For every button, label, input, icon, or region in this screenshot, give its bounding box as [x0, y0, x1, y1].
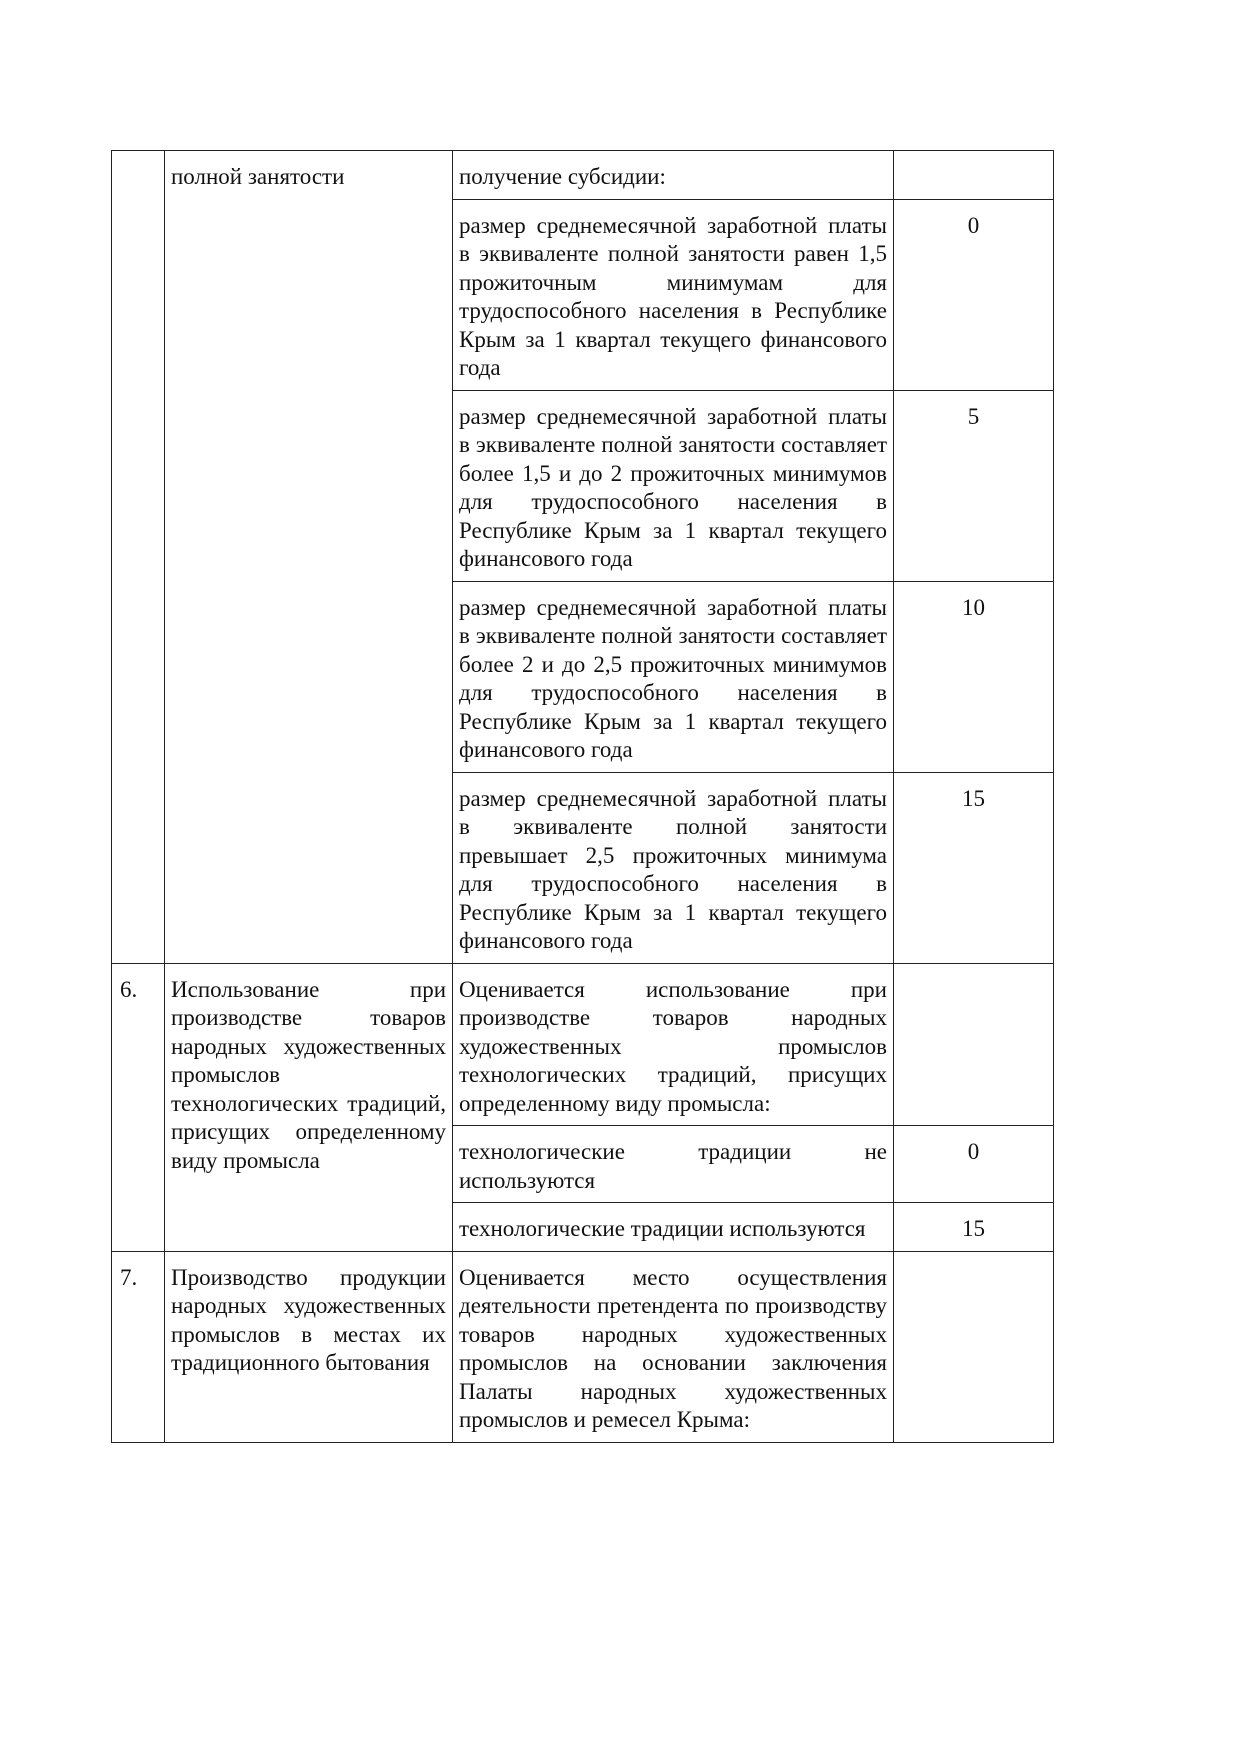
score-cell: 5 — [894, 390, 1054, 581]
row-number-cell — [112, 151, 165, 964]
option-text: технологические традиции используются — [453, 1203, 894, 1252]
intro-cell: получение субсидии: — [453, 151, 894, 200]
option-text: размер среднемесячной заработной платы в эквиваленте полной занятости составляет более 1,5 и до 2 прожиточных минимумов для трудоспособного населения в Республике Крым за 1 квартал текущего финансового года — [453, 390, 894, 581]
intro-cell: Оценивается место осуществления деятельности претендента по производству товаров народных художественных промыслов на основании заключения Палаты народных художественных промыслов и ремесел Крыма: — [453, 1251, 894, 1442]
row-number-cell: 6. — [112, 963, 165, 1251]
score-cell: 15 — [894, 1203, 1054, 1252]
row-number-cell: 7. — [112, 1251, 165, 1442]
criteria-table — [111, 150, 1054, 1443]
table-row — [112, 963, 1054, 1126]
table-row — [112, 1251, 1054, 1442]
criterion-cell: Использование при производстве товаров народных художественных промыслов технологических традиций, присущих определенному виду промысла — [165, 963, 453, 1251]
criterion-cell: Производство продукции народных художественных промыслов в местах их традиционного бытования — [165, 1251, 453, 1442]
option-text: размер среднемесячной заработной платы в эквиваленте полной занятости превышает 2,5 прожиточных минимума для трудоспособного населения в Республике Крым за 1 квартал текущего финансового года — [453, 772, 894, 963]
table-row — [112, 151, 1054, 200]
score-cell: 10 — [894, 581, 1054, 772]
criterion-cell: полной занятости — [165, 151, 453, 964]
score-cell — [894, 963, 1054, 1126]
score-cell: 15 — [894, 772, 1054, 963]
intro-cell: Оценивается использование при производстве товаров народных художественных промыслов технологических традиций, присущих определенному виду промысла: — [453, 963, 894, 1126]
score-cell: 0 — [894, 1126, 1054, 1203]
option-text: размер среднемесячной заработной платы в эквиваленте полной занятости составляет более 2 и до 2,5 прожиточных минимумов для трудоспособного населения в Республике Крым за 1 квартал текущего финансового года — [453, 581, 894, 772]
option-text: размер среднемесячной заработной платы в эквиваленте полной занятости равен 1,5 прожиточным минимумам для трудоспособного населения в Республике Крым за 1 квартал текущего финансового года — [453, 199, 894, 390]
option-text: технологические традиции не используются — [453, 1126, 894, 1203]
score-cell — [894, 151, 1054, 200]
score-cell — [894, 1251, 1054, 1442]
score-cell: 0 — [894, 199, 1054, 390]
